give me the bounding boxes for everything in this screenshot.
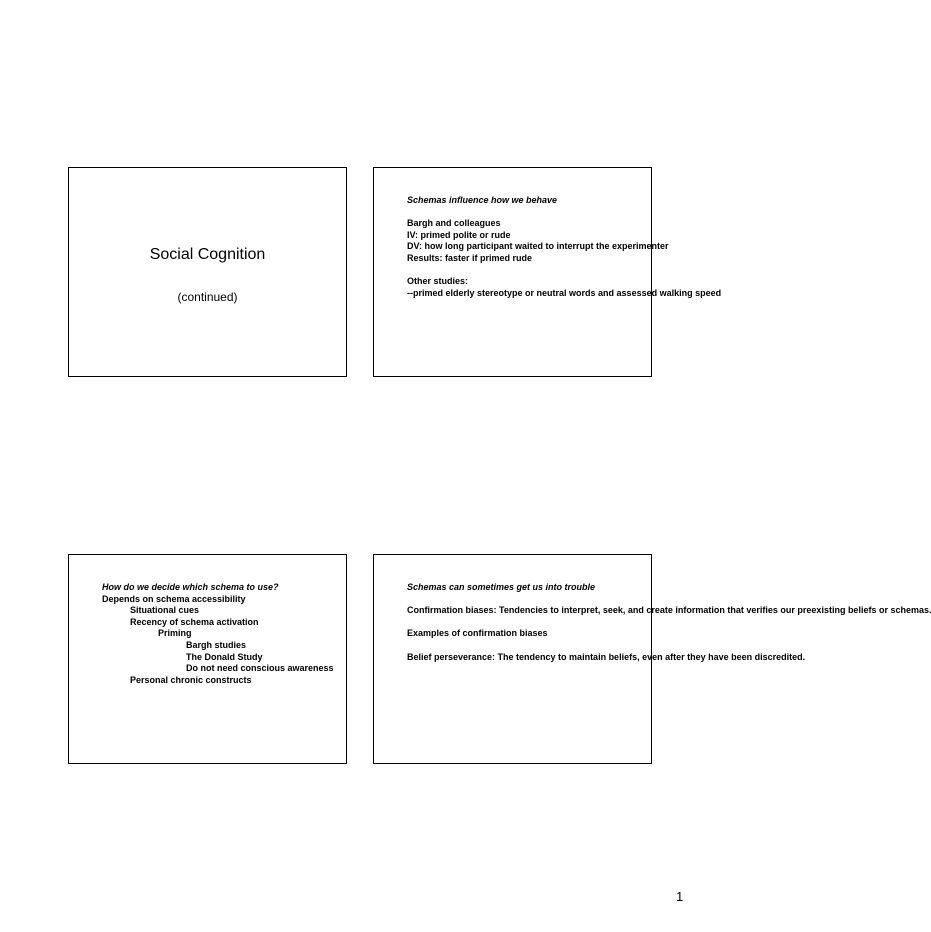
slide-schemas-behave bbox=[373, 167, 722, 377]
slide-heading: Schemas can sometimes get us into trouble bbox=[407, 582, 596, 592]
slide-schemas-trouble bbox=[373, 554, 931, 764]
slide-title-subtitle: (continued) bbox=[177, 290, 238, 304]
paragraph: Belief perseverance: The tendency to maintain beliefs, even after they have been discredited. bbox=[407, 651, 806, 662]
list-item: Situational cues bbox=[130, 605, 200, 616]
list-item: The Donald Study bbox=[186, 651, 263, 662]
slide-body bbox=[102, 582, 334, 686]
list-item: Depends on schema accessibility bbox=[102, 593, 246, 604]
slide-schema-accessibility bbox=[68, 554, 347, 764]
text-line: Bargh and colleagues bbox=[407, 218, 501, 229]
slide-body bbox=[407, 195, 722, 299]
list-item: Bargh studies bbox=[186, 639, 247, 650]
paragraph: Examples of confirmation biases bbox=[407, 628, 548, 639]
list-item: Do not need conscious awareness bbox=[186, 663, 334, 674]
slide-body bbox=[407, 582, 931, 663]
list-item: Recency of schema activation bbox=[130, 616, 259, 627]
text-line: Results: faster if primed rude bbox=[407, 252, 533, 263]
slide-heading: Schemas influence how we behave bbox=[407, 195, 558, 205]
list-item: Priming bbox=[158, 628, 192, 639]
text-line: Other studies: bbox=[407, 276, 469, 287]
text-line: --primed elderly stereotype or neutral words and assessed walking speed bbox=[407, 287, 722, 298]
text-line: IV: primed polite or rude bbox=[407, 229, 511, 240]
slide-title-heading: Social Cognition bbox=[149, 246, 266, 263]
text-line: DV: how long participant waited to interrupt the experimenter bbox=[407, 241, 669, 252]
slide-heading: How do we decide which schema to use? bbox=[102, 582, 279, 592]
page-number: 1 bbox=[676, 889, 684, 904]
list-item: Personal chronic constructs bbox=[130, 674, 252, 685]
slide-title bbox=[68, 167, 347, 377]
paragraph: Confirmation biases: Tendencies to interpret, seek, and create information that verifies our preexisting beliefs or schemas. bbox=[407, 605, 931, 616]
